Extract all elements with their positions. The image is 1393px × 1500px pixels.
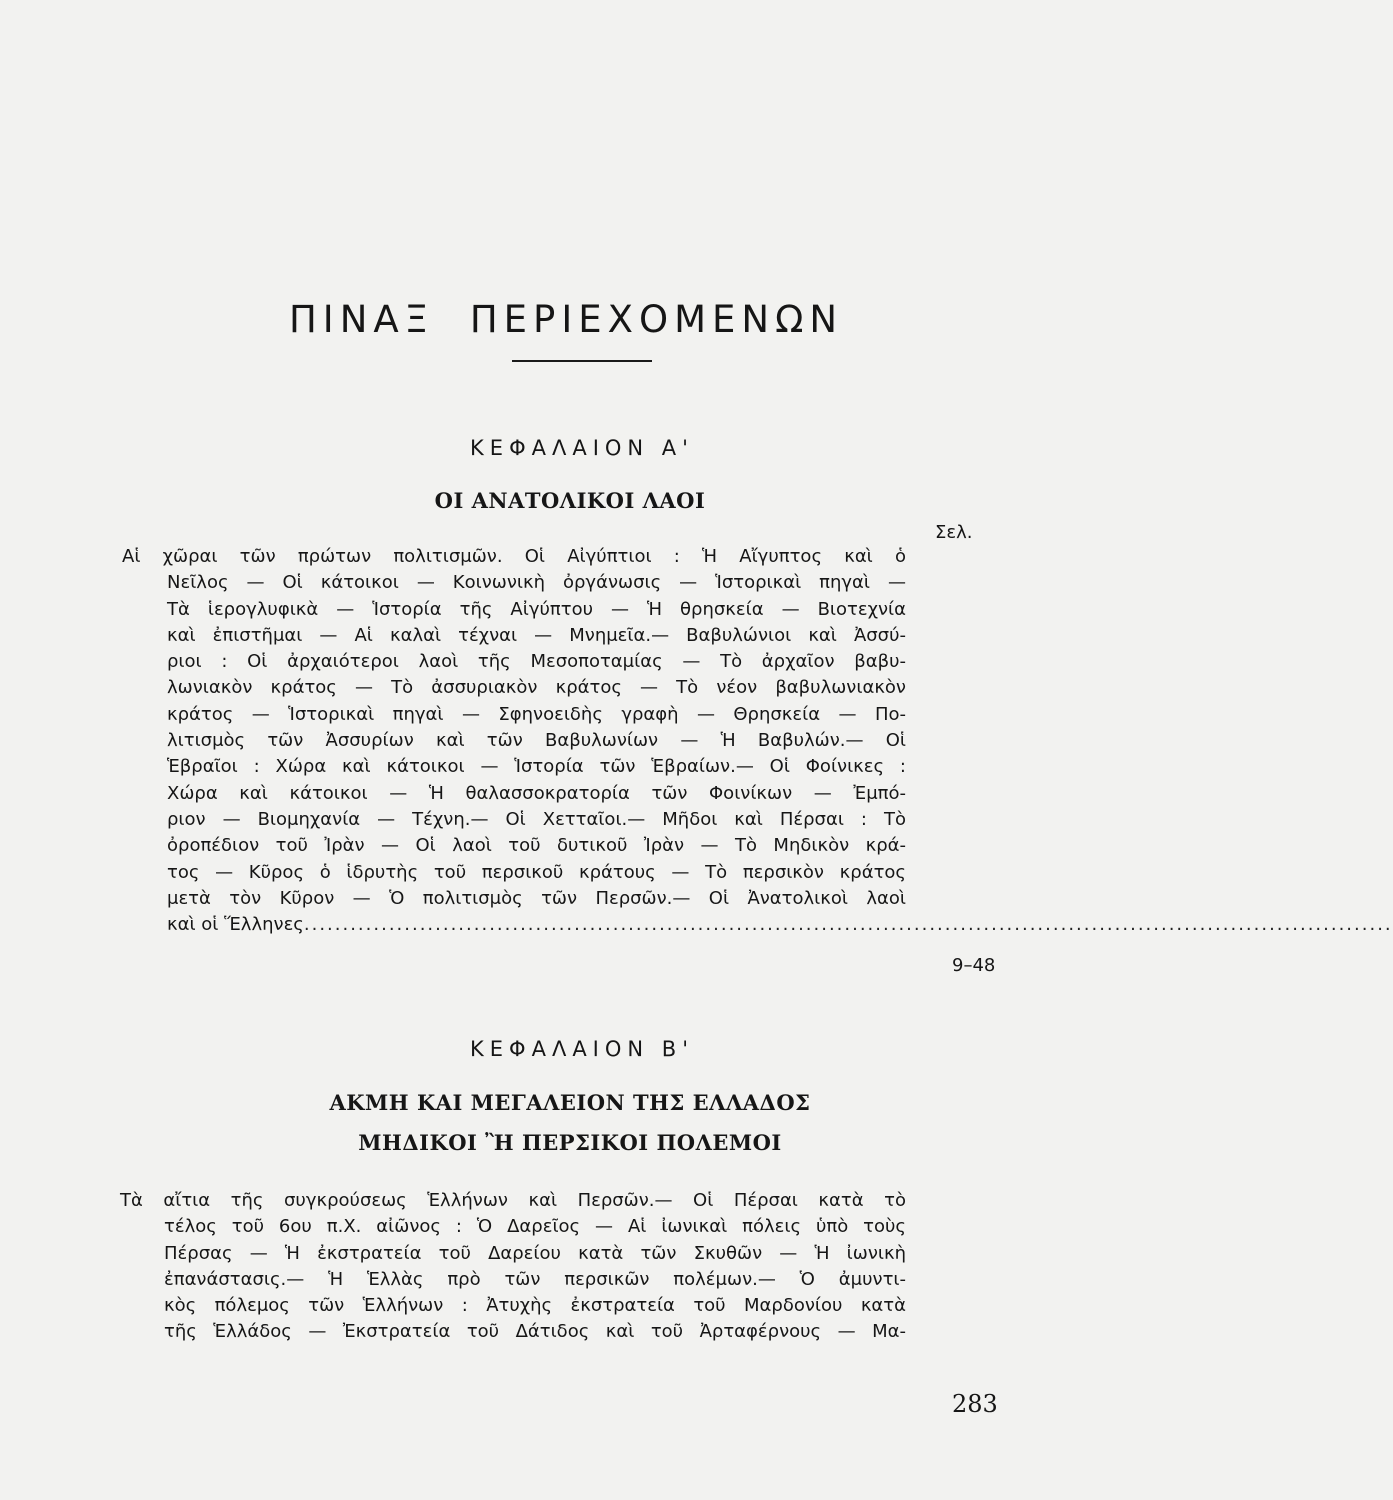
toc-line: τῆς Ἑλλάδος — Ἐκστρατεία τοῦ Δάτιδος καὶ τοῦ Ἀρταφέρνους — Μα- <box>164 1321 906 1343</box>
toc-line: τος — Κῦρος ὁ ἱδρυτὴς τοῦ περσικοῦ κράτους — Τὸ περσικὸν κράτος <box>167 861 906 883</box>
leader-dots: ............................................................................................................................................. <box>303 914 1393 936</box>
chapter-a-contents <box>122 544 1393 938</box>
toc-line: καὶ ἐπιστῆμαι — Αἱ καλαὶ τέχναι — Μνημεῖα.— Βαβυλώνιοι καὶ Ἀσσύ- <box>167 624 906 646</box>
chapter-a-label: ΚΕΦΑΛΑΙΟΝ Α' <box>470 436 694 460</box>
chapter-b-subtitle: ΜΗΔΙΚΟΙ Ἢ ΠΕΡΣΙΚΟΙ ΠΟΛΕΜΟΙ <box>358 1130 782 1155</box>
toc-line: τέλος τοῦ 6ου π.Χ. αἰῶνος : Ὁ Δαρεῖος — Αἱ ἰωνικαὶ πόλεις ὑπὸ τοὺς <box>164 1216 906 1238</box>
chapter-b-contents <box>120 1188 906 1346</box>
page-number: 283 <box>952 1390 998 1418</box>
toc-line: Νεῖλος — Οἱ κάτοικοι — Κοινωνικὴ ὀργάνωσις — Ἱστορικαὶ πηγαὶ — <box>167 572 906 594</box>
toc-line: κράτος — Ἱστορικαὶ πηγαὶ — Σφηνοειδὴς γραφὴ — Θρησκεία — Πο- <box>167 703 906 725</box>
toc-line: ριοι : Οἱ ἀρχαιότεροι λαοὶ τῆς Μεσοποταμίας — Τὸ ἀρχαῖον βαβυ- <box>167 651 906 673</box>
page-column-label: Σελ. <box>935 522 973 543</box>
title-underline <box>512 360 652 362</box>
toc-line: Χώρα καὶ κάτοικοι — Ἡ θαλασσοκρατορία τῶν Φοινίκων — Ἐμπό- <box>167 782 906 804</box>
toc-line: μετὰ τὸν Κῦρον — Ὁ πολιτισμὸς τῶν Περσῶν.— Οἱ Ἀνατολικοὶ λαοὶ <box>167 887 906 909</box>
toc-line: λιτισμὸς τῶν Ἀσσυρίων καὶ τῶν Βαβυλωνίων — Ἡ Βαβυλών.— Οἱ <box>167 730 906 752</box>
toc-line: ὀροπέδιον τοῦ Ἰρὰν — Οἱ λαοὶ τοῦ δυτικοῦ Ἰρὰν — Τὸ Μηδικὸν κρά- <box>167 835 906 857</box>
chapter-a-title: ΟΙ ΑΝΑΤΟΛΙΚΟΙ ΛΑΟΙ <box>434 488 706 513</box>
toc-line: Ἑβραῖοι : Χώρα καὶ κάτοικοι — Ἱστορία τῶν Ἑβραίων.— Οἱ Φοίνικες : <box>167 756 906 778</box>
toc-line: κὸς πόλεμος τῶν Ἑλλήνων : Ἀτυχὴς ἐκστρατεία τοῦ Μαρδονίου κατὰ <box>164 1295 906 1317</box>
toc-last-line-text: καὶ οἱ Ἕλληνες <box>167 914 304 936</box>
toc-line: Τὰ αἴτια τῆς συγκρούσεως Ἑλλήνων καὶ Περσῶν.— Οἱ Πέρσαι κατὰ τὸ <box>120 1190 906 1211</box>
page-title: ΠΙΝΑΞ ΠΕΡΙΕΧΟΜΕΝΩΝ <box>288 298 844 341</box>
toc-last-line <box>167 912 1393 938</box>
toc-line: ἐπανάστασις.— Ἡ Ἑλλὰς πρὸ τῶν περσικῶν πολέμων.— Ὁ ἀμυντι- <box>164 1268 906 1290</box>
toc-line: ριον — Βιομηχανία — Τέχνη.— Οἱ Χετταῖοι.— Μῆδοι καὶ Πέρσαι : Τὸ <box>167 808 906 830</box>
chapter-b-title: ΑΚΜΗ ΚΑΙ ΜΕΓΑΛΕΙΟΝ ΤΗΣ ΕΛΛΑΔΟΣ <box>329 1090 811 1115</box>
toc-line: Πέρσας — Ἡ ἐκστρατεία τοῦ Δαρείου κατὰ τῶν Σκυθῶν — Ἡ ἰωνικὴ <box>164 1242 906 1264</box>
toc-line: Τὰ ἱερογλυφικὰ — Ἱστορία τῆς Αἰγύπτου — Ἡ θρησκεία — Βιοτεχνία <box>167 598 906 620</box>
chapter-b-label: ΚΕΦΑΛΑΙΟΝ Β' <box>470 1037 694 1061</box>
toc-line: λωνιακὸν κράτος — Τὸ ἀσσυριακὸν κράτος — Τὸ νέον βαβυλωνιακὸν <box>167 677 906 699</box>
toc-line: Αἱ χῶραι τῶν πρώτων πολιτισμῶν. Οἱ Αἰγύπτιοι : Ἡ Αἴγυπτος καὶ ὁ <box>122 546 906 567</box>
chapter-a-pages: 9–48 <box>952 955 996 976</box>
